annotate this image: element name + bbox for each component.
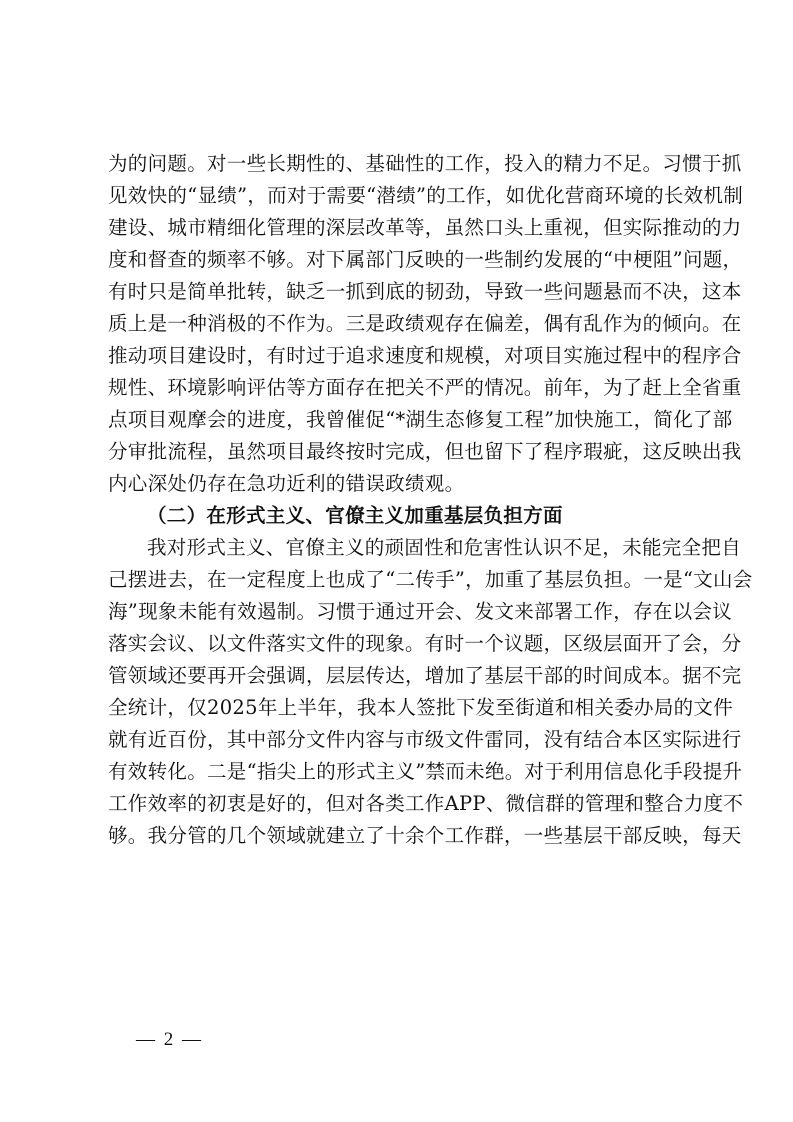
- text-line: 管领域还要再开会强调，层层传达，增加了基层干部的时间成本。据不完: [108, 664, 742, 687]
- text-line: 为的问题。对一些长期性的、基础性的工作，投入的精力不足。习惯于抓: [108, 152, 742, 175]
- text-line: 建设、城市精细化管理的深层改革等，虽然口头上重视，但实际推动的力: [108, 216, 742, 239]
- text-line: 推动项目建设时，有时过于追求速度和规模，对项目实施过程中的程序合: [108, 344, 742, 367]
- text-line: 就有近百份，其中部分文件内容与市级文件雷同，没有结合本区实际进行: [108, 728, 742, 751]
- body-text: [108, 148, 753, 852]
- text-line: 工作效率的初衷是好的，但对各类工作APP、微信群的管理和整合力度不: [108, 792, 744, 815]
- text-line: 落实会议、以文件落实文件的现象。有时一个议题，区级层面开了会，分: [108, 632, 742, 655]
- text-line: 己摆进去，在一定程度上也成了“二传手”，加重了基层负担。一是“文山会: [108, 568, 753, 591]
- text-line: 度和督查的频率不够。对下属部门反映的一些制约发展的“中梗阻”问题，: [108, 248, 743, 271]
- section-heading: （二）在形式主义、官僚主义加重基层负担方面: [147, 504, 563, 527]
- text-line: 有效转化。二是“指尖上的形式主义”禁而未绝。对于利用信息化手段提升: [108, 760, 743, 783]
- text-line: 我对形式主义、官僚主义的顽固性和危害性认识不足，未能完全把自: [147, 536, 742, 559]
- text-line: 够。我分管的几个领域就建立了十余个工作群，一些基层干部反映，每天: [108, 824, 742, 847]
- text-line: 海”现象未能有效遏制。习惯于通过开会、发文来部署工作，存在以会议: [108, 600, 733, 623]
- text-line: 有时只是简单批转，缺乏一抓到底的韧劲，导致一些问题悬而不决，这本: [108, 280, 742, 303]
- text-line: 内心深处仍存在急功近利的错误政绩观。: [108, 472, 465, 495]
- text-line: 全统计，仅2025年上半年，我本人签批下发至街道和相关委办局的文件: [108, 696, 734, 719]
- page-number: — 2 —: [136, 1029, 203, 1050]
- text-line: 质上是一种消极的不作为。三是政绩观存在偏差，偶有乱作为的倾向。在: [108, 312, 742, 335]
- text-line: 规性、环境影响评估等方面存在把关不严的情况。前年，为了赶上全省重: [108, 376, 742, 399]
- text-line: 见效快的“显绩”，而对于需要“潜绩”的工作，如优化营商环境的长效机制: [108, 184, 744, 207]
- text-line: 点项目观摩会的进度，我曾催促“*湖生态修复工程”加快施工，简化了部: [108, 408, 733, 431]
- text-line: 分审批流程，虽然项目最终按时完成，但也留下了程序瑕疵，这反映出我: [108, 440, 742, 463]
